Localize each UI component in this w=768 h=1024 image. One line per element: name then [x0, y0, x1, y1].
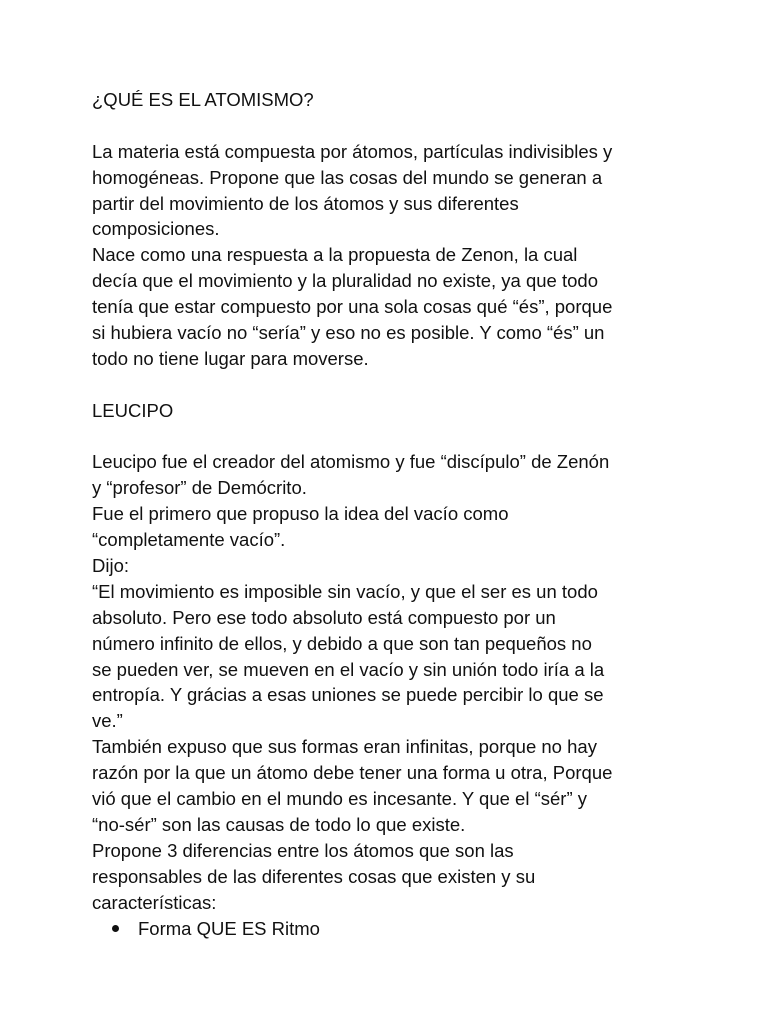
paragraph-line: ve.” [92, 710, 123, 732]
paragraph-line: características: [92, 891, 217, 913]
paragraph-line: si hubiera vacío no “sería” y eso no es posible. Y como “és” un [92, 322, 605, 344]
blank-line [92, 113, 692, 139]
blank-line [92, 424, 692, 450]
paragraph-line: se pueden ver, se mueven en el vacío y sin unión todo iría a la [92, 658, 605, 680]
paragraph-line: responsables de las diferentes cosas que existen y su [92, 865, 536, 887]
list-item-text: Forma QUE ES Ritmo [138, 917, 320, 939]
paragraph-line: composiciones. [92, 218, 220, 240]
paragraph-line: Dijo: [92, 555, 130, 577]
heading-leucipo: LEUCIPO [92, 399, 174, 421]
paragraph-line: todo no tiene lugar para moverse. [92, 347, 369, 369]
document-page [92, 87, 692, 941]
paragraph-line: número infinito de ellos, y debido a que son tan pequeños no [92, 632, 592, 654]
paragraph-line: “El movimiento es imposible sin vacío, y que el ser es un todo [92, 580, 598, 602]
paragraph-line: absoluto. Pero ese todo absoluto está compuesto por un [92, 606, 556, 628]
paragraph-line: y “profesor” de Demócrito. [92, 477, 307, 499]
paragraph-line: razón por la que un átomo debe tener una forma u otra, Porque [92, 762, 613, 784]
paragraph-line: tenía que estar compuesto por una sola cosas qué “és”, porque [92, 296, 613, 318]
paragraph-line: También expuso que sus formas eran infinitas, porque no hay [92, 736, 597, 758]
paragraph-line: “no-sér” son las causas de todo lo que existe. [92, 813, 466, 835]
paragraph-line: vió que el cambio en el mundo es incesante. Y que el “sér” y [92, 788, 587, 810]
paragraph-line: homogéneas. Propone que las cosas del mundo se generan a [92, 166, 603, 188]
paragraph-line: entropía. Y grácias a esas uniones se puede percibir lo que se [92, 684, 604, 706]
bullet-icon [112, 925, 119, 932]
paragraph-line: Nace como una respuesta a la propuesta de Zenon, la cual [92, 244, 578, 266]
section-atomismo-body [92, 139, 692, 372]
blank-line [92, 372, 692, 398]
paragraph-line: partir del movimiento de los átomos y sus diferentes [92, 192, 519, 214]
heading-atomismo: ¿QUÉ ES EL ATOMISMO? [92, 89, 314, 110]
list-item [92, 916, 692, 942]
differences-list [92, 916, 692, 942]
paragraph-line: decía que el movimiento y la pluralidad no existe, ya que todo [92, 270, 598, 292]
paragraph-line: Fue el primero que propuso la idea del vacío como [92, 503, 509, 525]
paragraph-line: Propone 3 diferencias entre los átomos que son las [92, 839, 514, 861]
paragraph-line: “completamente vacío”. [92, 529, 286, 551]
paragraph-line: Leucipo fue el creador del atomismo y fue “discípulo” de Zenón [92, 451, 610, 473]
paragraph-line: La materia está compuesta por átomos, partículas indivisibles y [92, 140, 613, 162]
section-leucipo-body [92, 449, 692, 915]
